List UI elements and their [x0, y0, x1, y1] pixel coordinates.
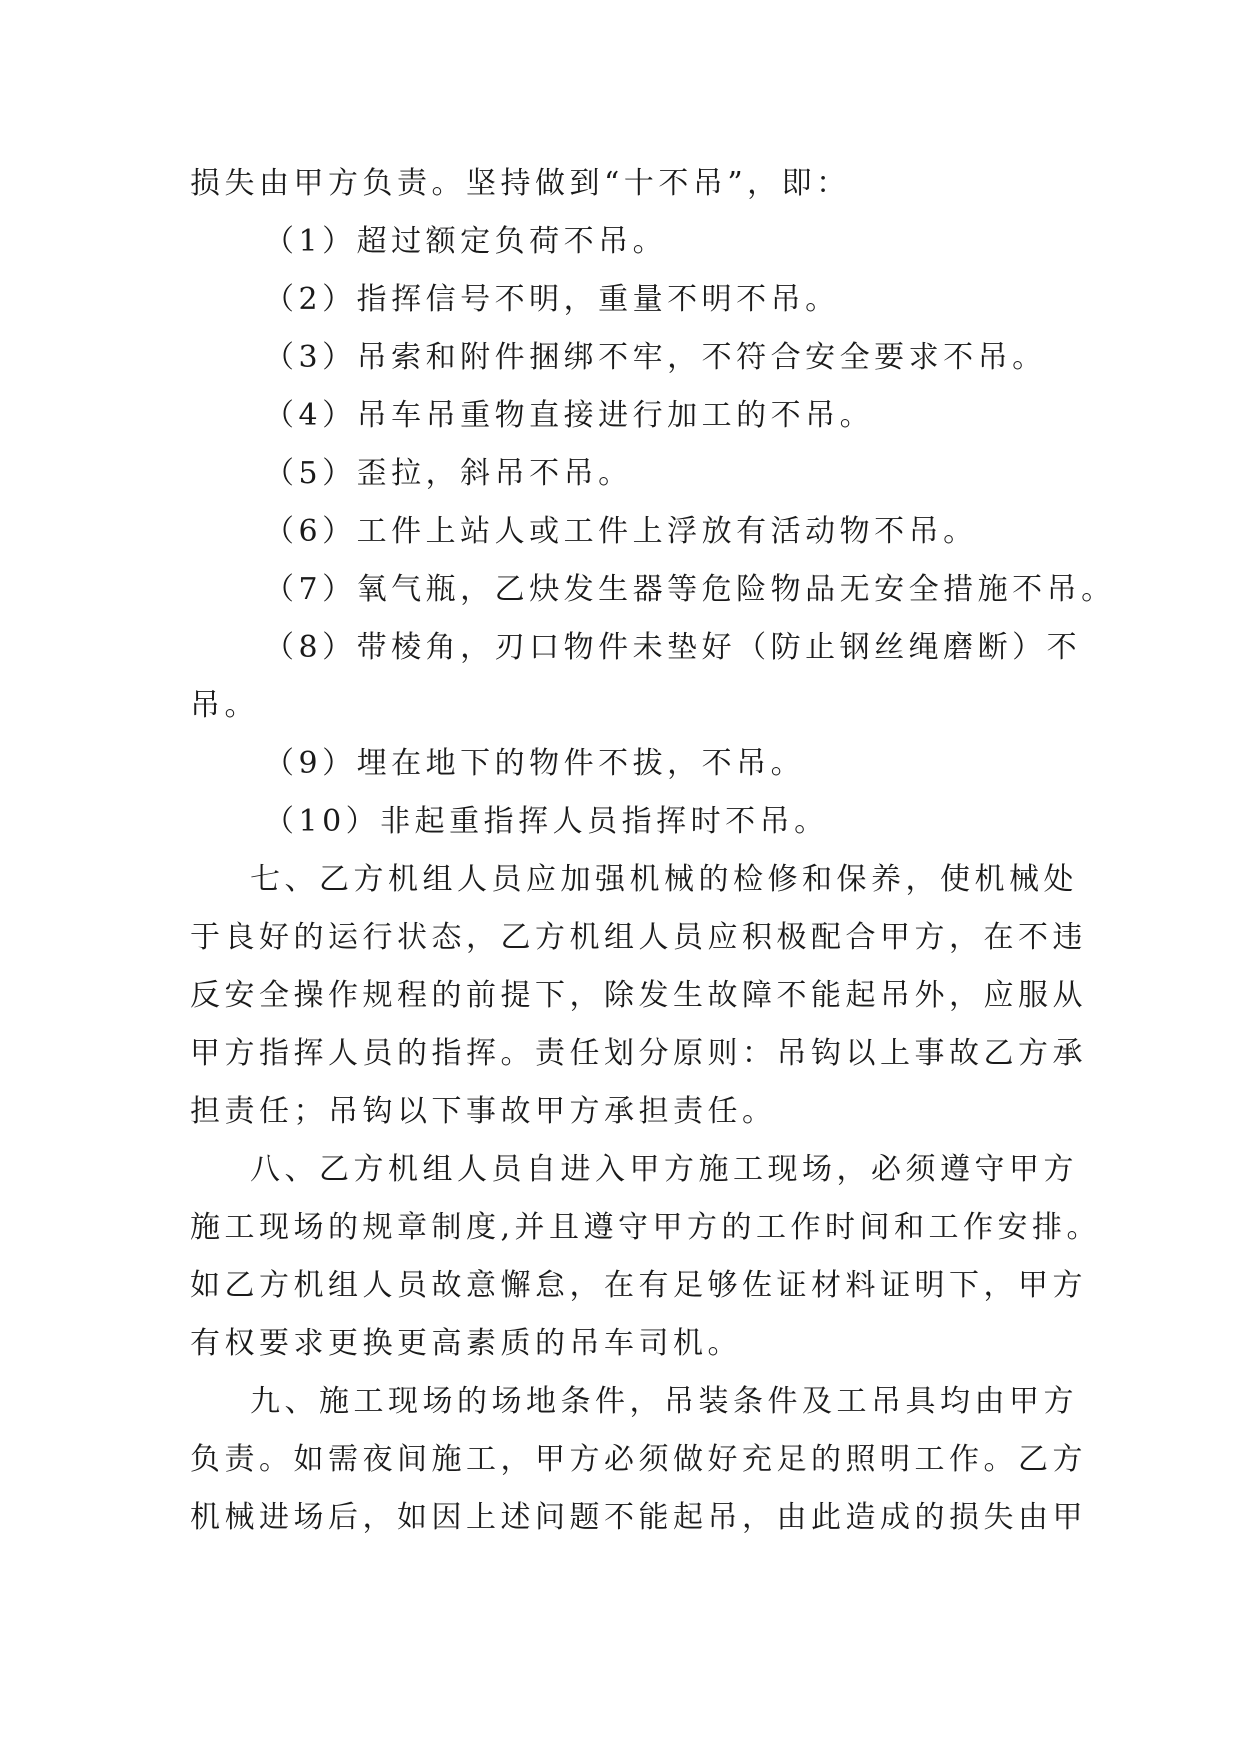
text-line: 甲方指挥人员的指挥。责任划分原则：吊钩以上事故乙方承: [190, 1036, 1087, 1071]
text-line: 机械进场后，如因上述问题不能起吊，由此造成的损失由甲: [190, 1500, 1087, 1535]
text-line: 反安全操作规程的前提下，除发生故障不能起吊外，应服从: [190, 978, 1087, 1013]
text-line: 担责任；吊钩以下事故甲方承担责任。: [190, 1094, 777, 1129]
list-item: （3）吊索和附件捆绑不牢，不符合安全要求不吊。: [264, 340, 1047, 375]
text-line: 负责。如需夜间施工，甲方必须做好充足的照明工作。乙方: [190, 1442, 1087, 1477]
list-item: （1）超过额定负荷不吊。: [264, 224, 668, 259]
list-item: （10）非起重指挥人员指挥时不吊。: [264, 804, 829, 839]
text-line: 于良好的运行状态，乙方机组人员应积极配合甲方，在不违: [190, 920, 1087, 955]
list-item: （9）埋在地下的物件不拔，不吊。: [264, 746, 806, 781]
list-item: （8）带棱角，刃口物件未垫好（防止钢丝绳磨断）不: [264, 630, 1082, 665]
list-item: （7）氧气瓶，乙炔发生器等危险物品无安全措施不吊。: [264, 572, 1116, 607]
list-item: （5）歪拉，斜吊不吊。: [264, 456, 633, 491]
list-item: （2）指挥信号不明，重量不明不吊。: [264, 282, 840, 317]
paragraph-first-line: 七、乙方机组人员应加强机械的检修和保养，使机械处: [250, 862, 1078, 897]
text-line: 如乙方机组人员故意懈怠，在有足够佐证材料证明下，甲方: [190, 1268, 1087, 1303]
list-item: （4）吊车吊重物直接进行加工的不吊。: [264, 398, 875, 433]
text-line: 施工现场的规章制度,并且遵守甲方的工作时间和工作安排。: [190, 1210, 1102, 1245]
text-line: 有权要求更换更高素质的吊车司机。: [190, 1326, 742, 1361]
list-item: （6）工件上站人或工件上浮放有活动物不吊。: [264, 514, 978, 549]
text-line: 损失由甲方负责。坚持做到“十不吊”，即：: [190, 166, 851, 201]
paragraph-first-line: 九、施工现场的场地条件，吊装条件及工吊具均由甲方: [250, 1384, 1078, 1419]
text-line: 吊。: [190, 688, 259, 723]
document-body: [190, 155, 1116, 1547]
paragraph-first-line: 八、乙方机组人员自进入甲方施工现场，必须遵守甲方: [250, 1152, 1078, 1187]
